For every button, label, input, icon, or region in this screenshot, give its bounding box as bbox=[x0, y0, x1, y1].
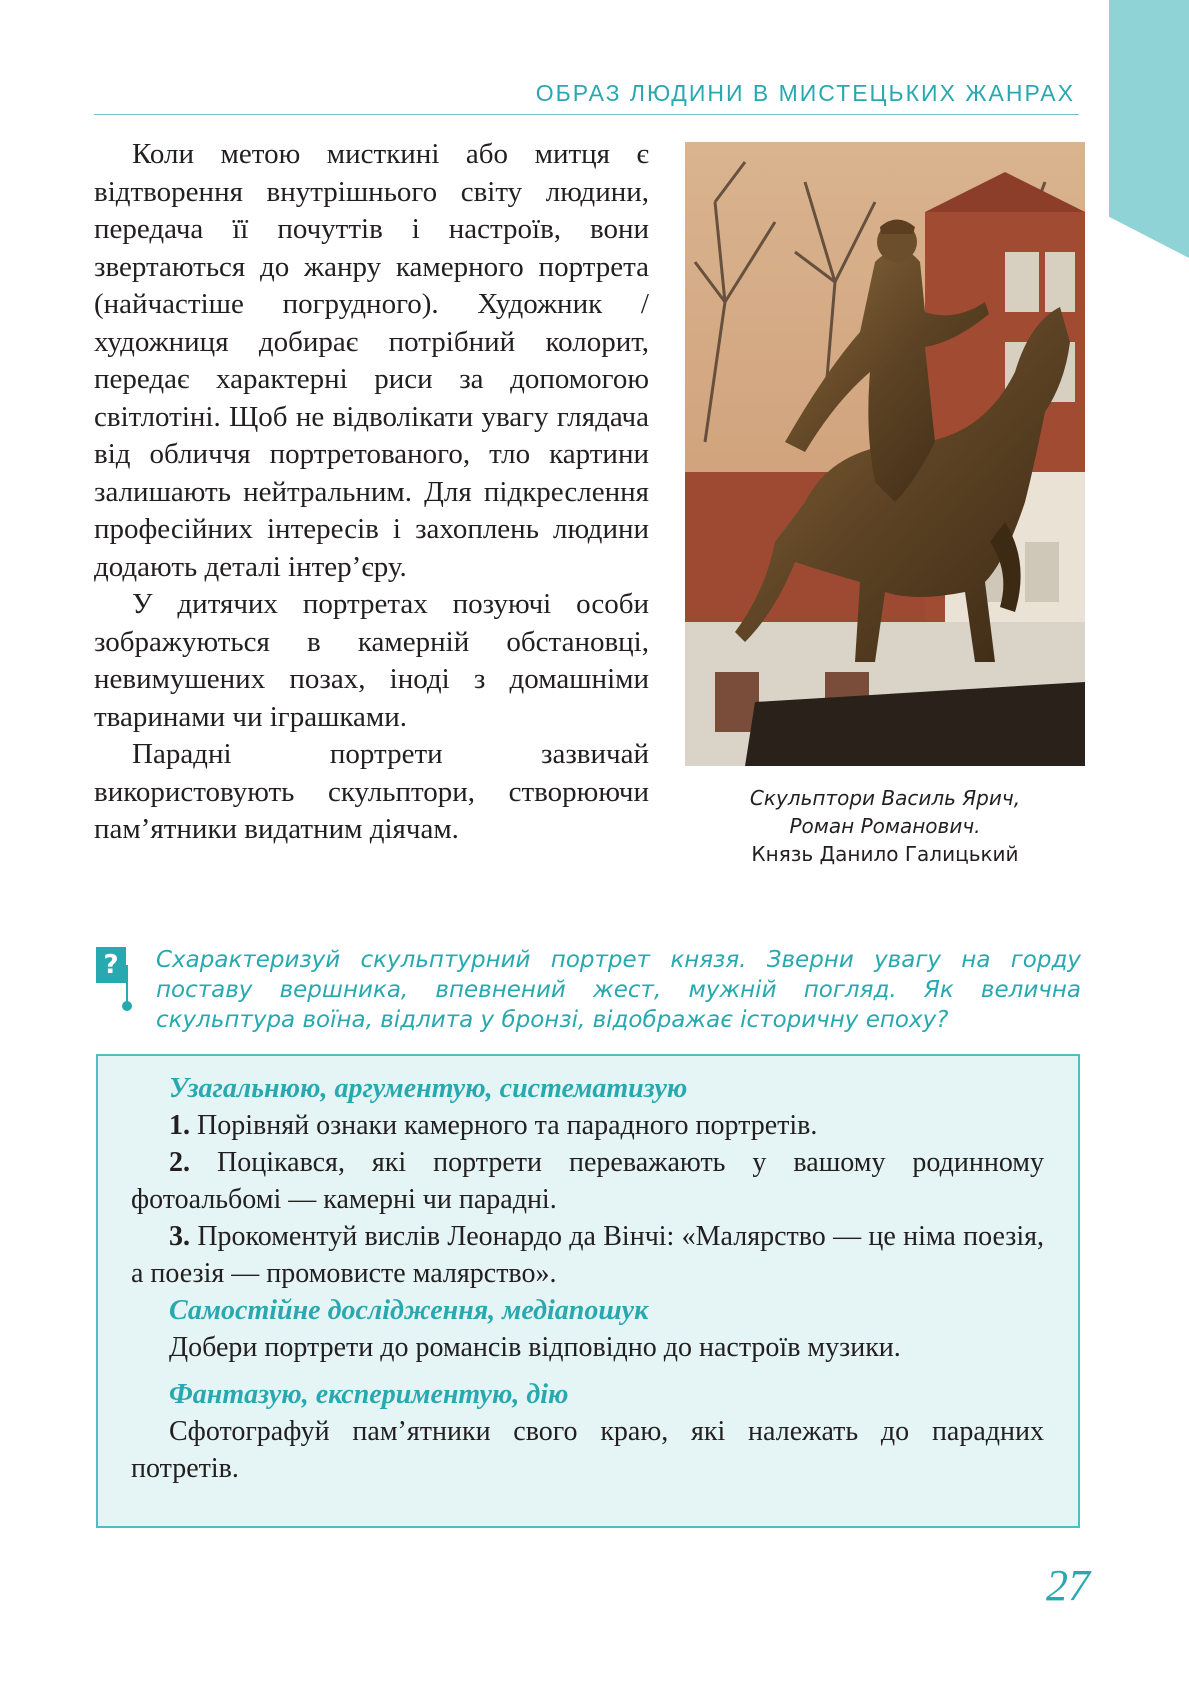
section-heading-research: Самостійне дослідження, медіапошук bbox=[169, 1295, 649, 1326]
question-marker-dot bbox=[122, 1001, 132, 1011]
task-text: Порівняй ознаки камерного та парадного портретів. bbox=[197, 1110, 818, 1141]
caption-authors-line1: Скульптори Василь Ярич, bbox=[749, 786, 1021, 810]
task-text: Прокоментуй вислів Леонардо да Вінчі: «Малярство — це німа поезія, а поезія — промовисте малярство». bbox=[131, 1221, 1044, 1289]
task-number: 3. bbox=[169, 1221, 190, 1252]
task-box bbox=[96, 1054, 1080, 1528]
body-paragraph: Парадні портрети зазвичай використовують скульптори, створюючи пам’ятники видатним діячам. bbox=[94, 738, 649, 845]
photo-caption bbox=[685, 784, 1085, 868]
caption-title: Князь Данило Галицький bbox=[751, 842, 1019, 866]
question-marker-line bbox=[126, 965, 128, 1003]
body-paragraph: У дитячих портретах позуючі особи зображуються в камерній обстановці, невимушених позах, іноді з домашніми тваринами чи іграшками. bbox=[94, 588, 649, 733]
experiment-task-text: Сфотографуй пам’ятники свого краю, які належать до парадних потретів. bbox=[131, 1416, 1044, 1484]
body-paragraph: Коли метою мисткині або митця є відтворення внутрішнього світу людини, передача її почуттів і настроїв, вони звертаються до жанру камерного портрета (найчастіше погрудного). Художник / художниця добирає потрібний колорит, передає характерні риси за допомогою світлотіні. Щоб не відволікати увагу глядача від обличчя портретованого, тло картини залишають нейтральним. Для підкреслення професійних інтересів і захоплень людини додають деталі інтер’єру. bbox=[94, 138, 649, 583]
statue-photo bbox=[685, 142, 1085, 766]
section-heading-generalize: Узагальнюю, аргументую, систематизую bbox=[169, 1073, 688, 1104]
page-corner-tab bbox=[1109, 0, 1189, 258]
running-title: ОБРАЗ ЛЮДИНИ В МИСТЕЦЬКИХ ЖАНРАХ bbox=[535, 80, 1075, 106]
section-heading-experiment: Фантазую, експериментую, дію bbox=[169, 1379, 569, 1410]
task-number: 2. bbox=[169, 1147, 190, 1178]
question-block bbox=[94, 945, 1084, 1033]
task-number: 1. bbox=[169, 1110, 190, 1141]
caption-authors-line2: Роман Романович. bbox=[789, 814, 981, 838]
body-text bbox=[94, 136, 649, 849]
research-task-text: Добери портрети до романсів відповідно до настроїв музики. bbox=[169, 1332, 901, 1363]
question-mark-icon: ? bbox=[96, 947, 126, 983]
task-text: Поцікався, які портрети переважають у вашому родинному фотоальбомі — камерні чи парадні. bbox=[131, 1147, 1044, 1215]
page-number: 27 bbox=[1046, 1561, 1090, 1610]
question-text: Схарактеризуй скульптурний портрет князя. Зверни увагу на горду поставу вершника, впевнений жест, мужній погляд. Як велична скульптура воїна, відлита у бронзі, відображає історичну епоху? bbox=[156, 947, 1081, 1033]
task-item bbox=[131, 1218, 1044, 1292]
task-item bbox=[131, 1144, 1044, 1218]
header-rule bbox=[94, 114, 1079, 115]
statue-illustration bbox=[685, 142, 1085, 766]
task-item bbox=[131, 1107, 1044, 1144]
